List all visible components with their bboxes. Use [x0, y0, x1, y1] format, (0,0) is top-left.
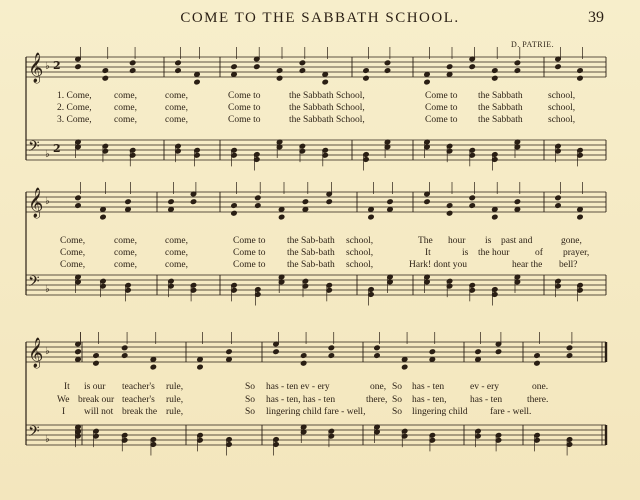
lyric-word: ev - ery: [470, 382, 500, 392]
note-head: [93, 360, 99, 366]
note-head: [273, 349, 279, 355]
lyric-word: has - ten: [470, 395, 503, 405]
page-number: 39: [588, 9, 604, 26]
note-head: [102, 68, 108, 74]
note-head: [302, 207, 308, 213]
lyric-word: there.: [527, 395, 549, 405]
lyric-word: the Sabbath School,: [289, 115, 365, 125]
note-head: [424, 79, 430, 85]
note-head: [374, 345, 380, 351]
lyric-word: come,: [165, 236, 188, 246]
note-head: [175, 60, 181, 66]
lyric-word: hear the: [512, 260, 543, 270]
note-head: [194, 72, 200, 78]
note-head: [254, 64, 260, 70]
note-head: [492, 68, 498, 74]
lyric-word: come,: [114, 115, 137, 125]
lyric-word: come,: [165, 91, 188, 101]
note-head: [278, 214, 284, 220]
note-head: [534, 360, 540, 366]
lyric-word: It: [425, 248, 431, 258]
lyric-word: Come,: [60, 260, 86, 270]
lyric-word: rule,: [166, 407, 184, 417]
lyric-word: I: [62, 407, 66, 417]
lyric-word: lingering child: [412, 407, 468, 417]
note-head: [475, 349, 481, 355]
note-head: [130, 68, 136, 74]
note-head: [194, 79, 200, 85]
lyric-word: Come,: [60, 248, 86, 258]
lyric-word: come,: [165, 115, 188, 125]
note-head: [577, 75, 583, 81]
note-head: [276, 75, 282, 81]
time-signature: 2: [53, 142, 61, 155]
lyric-word: teacher's: [122, 382, 155, 392]
note-head: [150, 357, 156, 363]
note-head: [368, 214, 374, 220]
note-head: [102, 75, 108, 81]
note-head: [566, 353, 572, 359]
note-head: [374, 353, 380, 359]
note-head: [231, 210, 237, 216]
note-head: [492, 75, 498, 81]
note-head: [299, 60, 305, 66]
lyric-word: rule,: [166, 382, 184, 392]
note-head: [125, 207, 131, 213]
note-head: [190, 199, 196, 205]
lyric-word: Come to: [228, 115, 261, 125]
note-head: [534, 353, 540, 359]
lyric-word: the Sabbath: [478, 91, 523, 101]
treble-clef-icon: 𝄞: [28, 188, 44, 218]
note-head: [197, 357, 203, 363]
note-head: [168, 199, 174, 205]
lyric-word: the hour: [478, 248, 510, 258]
lyric-word: The: [418, 236, 433, 246]
lyric-word: there,: [366, 395, 388, 405]
note-head: [577, 207, 583, 213]
note-head: [197, 364, 203, 370]
note-head: [100, 207, 106, 213]
lyric-word: come,: [165, 260, 188, 270]
note-head: [514, 68, 520, 74]
note-head: [424, 199, 430, 205]
note-head: [469, 64, 475, 70]
note-head: [75, 203, 81, 209]
note-head: [231, 203, 237, 209]
treble-clef-icon: 𝄞: [28, 338, 44, 368]
lyric-word: is: [462, 248, 469, 258]
note-head: [492, 207, 498, 213]
note-head: [301, 353, 307, 359]
time-signature: 2: [53, 59, 61, 72]
bass-clef-icon: 𝄢: [28, 423, 40, 444]
lyric-word: Come to: [233, 260, 266, 270]
note-head: [555, 64, 561, 70]
key-signature-flat-icon: ♭: [45, 149, 50, 160]
note-head: [446, 210, 452, 216]
note-head: [384, 68, 390, 74]
note-head: [577, 68, 583, 74]
lyric-word: one.: [532, 382, 549, 392]
lyric-word: Come to: [228, 103, 261, 113]
lyric-word: the Sab-bath: [287, 236, 335, 246]
lyric-word: hour: [448, 236, 466, 246]
note-head: [555, 195, 561, 201]
bass-clef-icon: 𝄢: [28, 138, 40, 159]
note-head: [475, 357, 481, 363]
note-head: [492, 214, 498, 220]
note-head: [469, 203, 475, 209]
lyric-word: has - ten ev - ery: [266, 382, 330, 392]
bass-clef-icon: 𝄢: [28, 273, 40, 294]
note-head: [75, 357, 81, 363]
lyric-word: prayer,: [563, 248, 590, 258]
lyric-word: 1. Come,: [57, 91, 92, 101]
lyric-word: is our: [84, 382, 106, 392]
lyric-word: So: [392, 395, 403, 405]
hymn-title: COME TO THE SABBATH SCHOOL.: [180, 10, 460, 26]
note-head: [150, 364, 156, 370]
lyric-word: the Sabbath School,: [289, 103, 365, 113]
lyric-word: come,: [114, 260, 137, 270]
note-head: [402, 364, 408, 370]
note-head: [326, 199, 332, 205]
note-head: [231, 64, 237, 70]
lyric-word: bell?: [559, 260, 578, 270]
lyric-word: 2. Come,: [57, 103, 92, 113]
note-head: [122, 345, 128, 351]
note-head: [299, 68, 305, 74]
note-head: [363, 75, 369, 81]
lyric-word: Come to: [228, 91, 261, 101]
lyric-word: Come to: [425, 103, 458, 113]
key-signature-flat-icon: ♭: [45, 434, 50, 445]
note-head: [402, 357, 408, 363]
lyric-word: will not: [84, 407, 114, 417]
note-head: [429, 357, 435, 363]
key-signature-flat-icon: ♭: [45, 196, 50, 207]
lyric-word: school,: [548, 103, 576, 113]
lyric-word: the Sab-bath: [287, 260, 335, 270]
note-head: [255, 203, 261, 209]
lyric-word: It: [64, 382, 70, 392]
lyric-word: of: [535, 248, 543, 258]
note-head: [75, 195, 81, 201]
lyric-word: come,: [114, 236, 137, 246]
note-head: [301, 360, 307, 366]
note-head: [514, 207, 520, 213]
lyric-word: come,: [165, 248, 188, 258]
note-head: [122, 353, 128, 359]
note-head: [130, 60, 136, 66]
note-head: [495, 349, 501, 355]
note-head: [429, 349, 435, 355]
note-head: [469, 195, 475, 201]
note-head: [226, 349, 232, 355]
lyric-word: the Sab-bath: [287, 248, 335, 258]
lyric-word: school,: [548, 115, 576, 125]
lyric-word: We: [57, 395, 70, 405]
lyric-word: fare - well.: [490, 407, 532, 417]
lyric-word: rule,: [166, 395, 184, 405]
key-signature-flat-icon: ♭: [45, 284, 50, 295]
note-head: [446, 72, 452, 78]
note-head: [514, 60, 520, 66]
lyric-word: So: [392, 407, 403, 417]
note-head: [387, 207, 393, 213]
lyric-word: Come,: [60, 236, 86, 246]
lyric-word: come,: [114, 248, 137, 258]
lyric-word: come,: [114, 103, 137, 113]
lyric-word: the Sabbath: [478, 103, 523, 113]
lyric-word: Hark! dont you: [409, 260, 468, 270]
note-head: [555, 203, 561, 209]
note-head: [322, 72, 328, 78]
note-head: [75, 349, 81, 355]
lyric-word: school,: [548, 91, 576, 101]
key-signature-flat-icon: ♭: [45, 61, 50, 72]
note-head: [231, 72, 237, 78]
lyric-word: So: [245, 395, 256, 405]
key-signature-flat-icon: ♭: [45, 346, 50, 357]
note-head: [368, 207, 374, 213]
lyric-word: has - ten,: [412, 395, 447, 405]
note-head: [276, 68, 282, 74]
note-head: [446, 64, 452, 70]
lyric-word: come,: [114, 91, 137, 101]
note-head: [168, 207, 174, 213]
note-head: [175, 68, 181, 74]
note-head: [514, 199, 520, 205]
note-head: [226, 357, 232, 363]
composer-credit: D. PATRIE.: [511, 40, 555, 49]
note-head: [322, 79, 328, 85]
note-head: [566, 345, 572, 351]
lyric-word: has - ten: [412, 382, 445, 392]
note-head: [387, 199, 393, 205]
lyric-word: 3. Come,: [57, 115, 92, 125]
note-head: [75, 64, 81, 70]
lyric-word: So: [245, 382, 256, 392]
note-head: [125, 199, 131, 205]
lyric-word: has - ten, has - ten: [266, 395, 336, 405]
lyric-word: past and: [501, 236, 533, 246]
lyric-word: is: [485, 236, 492, 246]
note-head: [278, 207, 284, 213]
note-head: [577, 214, 583, 220]
lyric-word: break our: [78, 395, 115, 405]
lyric-word: break the: [122, 407, 158, 417]
lyric-word: school,: [346, 248, 374, 258]
note-head: [424, 72, 430, 78]
lyric-word: teacher's: [122, 395, 155, 405]
note-head: [384, 60, 390, 66]
lyric-word: Come to: [425, 115, 458, 125]
lyric-word: Come to: [425, 91, 458, 101]
note-head: [93, 353, 99, 359]
note-head: [255, 195, 261, 201]
note-head: [328, 353, 334, 359]
lyric-word: school,: [346, 236, 374, 246]
lyric-word: Come to: [233, 236, 266, 246]
lyric-word: come,: [165, 103, 188, 113]
lyric-word: the Sabbath: [478, 115, 523, 125]
lyric-word: the Sabbath School,: [289, 91, 365, 101]
treble-clef-icon: 𝄞: [28, 53, 44, 83]
lyric-word: lingering child fare - well,: [266, 407, 366, 417]
note-head: [302, 199, 308, 205]
lyric-word: Come to: [233, 248, 266, 258]
lyric-word: So: [392, 382, 403, 392]
note-head: [363, 68, 369, 74]
note-head: [328, 345, 334, 351]
lyric-word: one,: [370, 382, 387, 392]
note-head: [446, 203, 452, 209]
note-head: [100, 214, 106, 220]
lyric-word: gone,: [561, 236, 582, 246]
lyric-word: school,: [346, 260, 374, 270]
lyric-word: So: [245, 407, 256, 417]
